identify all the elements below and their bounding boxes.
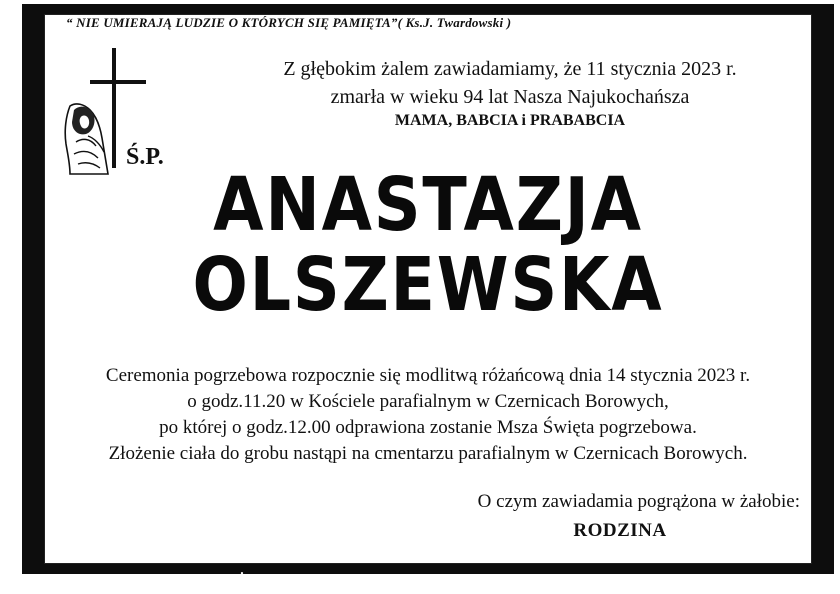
family-roles: MAMA, BABCIA i PRABABCIA [394,112,626,129]
ceremony-line-4: Złożenie ciała do grobu nastąpi na cmentarzu parafialnym w Czernicach Borowych. [108,443,748,464]
announcement-line-2: zmarła w wieku 94 lat Nasza Najukochańsza [330,86,690,108]
ceremony-line-2: o godz.11.20 w Kościele parafialnym w Czernicach Borowych, [187,391,669,412]
deceased-first-name: ANASTAZJA [213,162,643,248]
family-signature: RODZINA [573,520,667,541]
printer-credit: DRUK: Z.U.P. "HADES" R.Żurawski tel. 023 672 14 88, 662 198 820 [52,573,502,589]
ceremony-line-1: Ceremonia pogrzebowa rozpocznie się modlitwą różańcową dnia 14 stycznia 2023 r. [105,365,751,386]
memorial-quote: “ NIE UMIERAJĄ LUDZIE O KTÓRYCH SIĘ PAMIĘTA”( Ks.J. Twardowski ) [66,15,512,30]
deceased-last-name: OLSZEWSKA [192,242,664,328]
announcement-line-1: Z głębokim żalem zawiadamiamy, że 11 stycznia 2023 r. [283,58,737,80]
prefix-label: Ś.P. [126,144,164,170]
signoff-text: O czym zawiadamia pogrążona w żałobie: [477,491,800,512]
ceremony-line-3: po której o godz.12.00 odprawiona zostanie Msza Święta pogrzebowa. [159,417,697,438]
